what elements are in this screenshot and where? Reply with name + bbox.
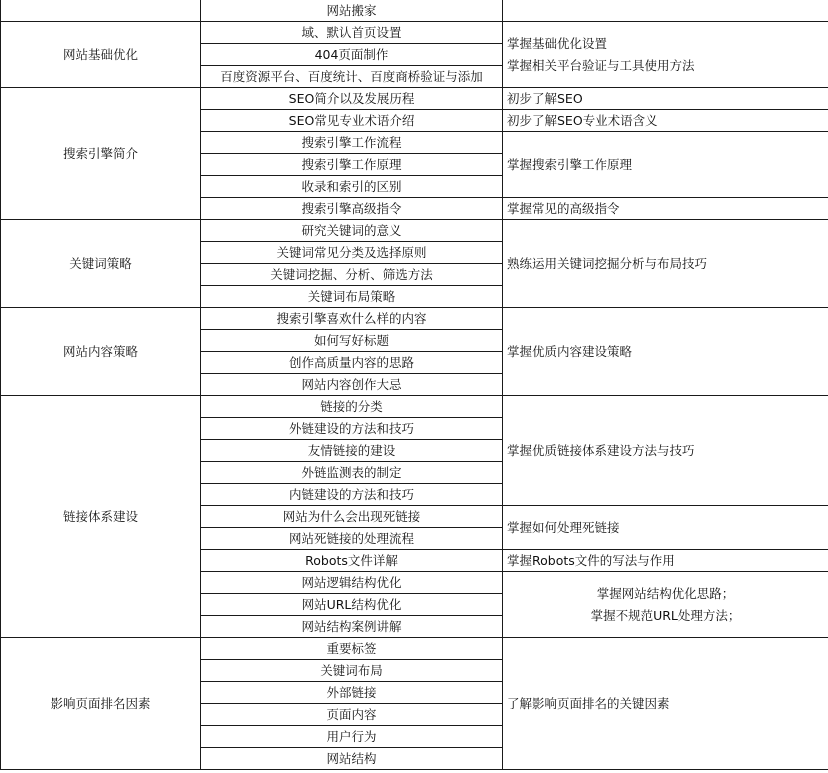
module-cell: 网站内容策略	[1, 308, 201, 396]
module-cell-empty	[1, 0, 201, 22]
module-cell: 影响页面排名因素	[1, 638, 201, 770]
topic-cell: 外链建设的方法和技巧	[201, 418, 503, 440]
topic-cell: 网站逻辑结构优化	[201, 572, 503, 594]
goal-cell	[503, 22, 828, 88]
module-cell: 关键词策略	[1, 220, 201, 308]
topic-cell: 网站结构案例讲解	[201, 616, 503, 638]
topic-cell: 创作高质量内容的思路	[201, 352, 503, 374]
topic-cell: 搜索引擎工作原理	[201, 154, 503, 176]
module-cell: 链接体系建设	[1, 396, 201, 638]
topic-cell: 搜索引擎高级指令	[201, 198, 503, 220]
topic-cell: 页面内容	[201, 704, 503, 726]
topic-cell: 网站结构	[201, 748, 503, 770]
module-cell: 搜索引擎简介	[1, 88, 201, 220]
topic-cell: 关键词布局策略	[201, 286, 503, 308]
goal-cell: 了解影响页面排名的关键因素	[503, 638, 828, 770]
topic-cell: SEO常见专业术语介绍	[201, 110, 503, 132]
table-row	[1, 0, 828, 22]
goal-cell: 掌握优质链接体系建设方法与技巧	[503, 396, 828, 506]
goal-cell: 掌握优质内容建设策略	[503, 308, 828, 396]
topic-cell: 网站搬家	[201, 0, 503, 22]
goal-cell: 掌握搜索引擎工作原理	[503, 132, 828, 198]
table-row	[1, 22, 828, 44]
goal-cell: 掌握如何处理死链接	[503, 506, 828, 550]
goal-cell: 熟练运用关键词挖掘分析与布局技巧	[503, 220, 828, 308]
topic-cell: 关键词常见分类及选择原则	[201, 242, 503, 264]
topic-cell: 关键词布局	[201, 660, 503, 682]
goal-line: 掌握相关平台验证与工具使用方法	[507, 57, 695, 73]
topic-cell: 用户行为	[201, 726, 503, 748]
goal-cell: 掌握Robots文件的写法与作用	[503, 550, 828, 572]
table-row	[1, 396, 828, 418]
topic-cell: 友情链接的建设	[201, 440, 503, 462]
goal-cell: 初步了解SEO专业术语含义	[503, 110, 828, 132]
topic-cell: 百度资源平台、百度统计、百度商桥验证与添加	[201, 66, 503, 88]
topic-cell: 搜索引擎喜欢什么样的内容	[201, 308, 503, 330]
topic-cell: 外链监测表的制定	[201, 462, 503, 484]
goal-cell: 掌握常见的高级指令	[503, 198, 828, 220]
topic-cell: 收录和索引的区别	[201, 176, 503, 198]
topic-cell: 重要标签	[201, 638, 503, 660]
table-row	[1, 88, 828, 110]
table-row	[1, 308, 828, 330]
topic-cell: SEO简介以及发展历程	[201, 88, 503, 110]
goal-cell	[503, 572, 828, 638]
topic-cell: 关键词挖掘、分析、筛选方法	[201, 264, 503, 286]
module-cell: 网站基础优化	[1, 22, 201, 88]
topic-cell: 外部链接	[201, 682, 503, 704]
goal-line: 掌握基础优化设置	[507, 35, 608, 51]
goal-cell: 初步了解SEO	[503, 88, 828, 110]
topic-cell: 网站内容创作大忌	[201, 374, 503, 396]
topic-cell: 域、默认首页设置	[201, 22, 503, 44]
topic-cell: 研究关键词的意义	[201, 220, 503, 242]
topic-cell: 内链建设的方法和技巧	[201, 484, 503, 506]
table-row	[1, 220, 828, 242]
topic-cell: 网站URL结构优化	[201, 594, 503, 616]
goal-line: 掌握网站结构优化思路；	[596, 585, 735, 601]
topic-cell: 网站为什么会出现死链接	[201, 506, 503, 528]
topic-cell: Robots文件详解	[201, 550, 503, 572]
goal-line: 掌握不规范URL处理方法；	[590, 607, 741, 623]
topic-cell: 网站死链接的处理流程	[201, 528, 503, 550]
table-row	[1, 638, 828, 660]
goal-cell-empty	[503, 0, 828, 22]
topic-cell: 404页面制作	[201, 44, 503, 66]
topic-cell: 如何写好标题	[201, 330, 503, 352]
topic-cell: 链接的分类	[201, 396, 503, 418]
topic-cell: 搜索引擎工作流程	[201, 132, 503, 154]
